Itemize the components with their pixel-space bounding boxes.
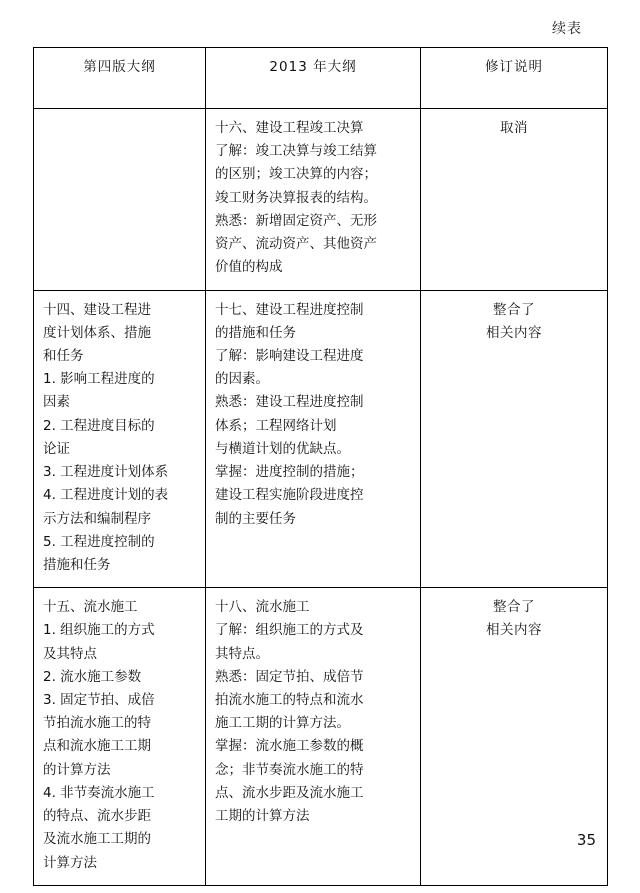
- cell-old-syllabus: 十五、流水施工 1. 组织施工的方式 及其特点 2. 流水施工参数 3. 固定节拍、成倍 节拍流水施工的特 点和流水施工工期 的计算方法 4. 非节奏流水施工 的特点、流水步距 及流水施工工期的 计算方法: [34, 588, 206, 886]
- table-row: [34, 109, 608, 291]
- table-row: [34, 290, 608, 588]
- cell-new-syllabus: 十七、建设工程进度控制 的措施和任务 了解：影响建设工程进度 的因素。 熟悉：建设工程进度控制 体系；工程网络计划 与横道计划的优缺点。 掌握：进度控制的措施； 建设工程实施阶段进度控 制的主要任务: [206, 290, 421, 588]
- cell-revision-note: 整合了 相关内容: [421, 290, 608, 588]
- table-header-row: [34, 48, 608, 109]
- column-header-new-syllabus: 2013 年大纲: [206, 48, 421, 109]
- cell-new-syllabus: 十六、建设工程竣工决算 了解：竣工决算与竣工结算 的区别；竣工决算的内容； 竣工财务决算报表的结构。 熟悉：新增固定资产、无形 资产、流动资产、其他资产 价值的构成: [206, 109, 421, 291]
- continued-table-label: 续表: [552, 21, 582, 37]
- cell-old-syllabus: [34, 109, 206, 291]
- table-row: [34, 588, 608, 886]
- column-header-old-syllabus: 第四版大纲: [34, 48, 206, 109]
- page-number: 35: [576, 831, 596, 849]
- cell-revision-note: 整合了 相关内容: [421, 588, 608, 886]
- cell-new-syllabus: 十八、流水施工 了解：组织施工的方式及 其特点。 熟悉：固定节拍、成倍节 拍流水施工的特点和流水 施工工期的计算方法。 掌握：流水施工参数的概 念；非节奏流水施工的特 点、流水步距及流水施工 工期的计算方法: [206, 588, 421, 886]
- column-header-revision-note: 修订说明: [421, 48, 608, 109]
- cell-revision-note: 取消: [421, 109, 608, 291]
- cell-old-syllabus: 十四、建设工程进 度计划体系、措施 和任务 1. 影响工程进度的 因素 2. 工程进度目标的 论证 3. 工程进度计划体系 4. 工程进度计划的表 示方法和编制程序 5. 工程进度控制的 措施和任务: [34, 290, 206, 588]
- syllabus-comparison-table: [33, 47, 608, 886]
